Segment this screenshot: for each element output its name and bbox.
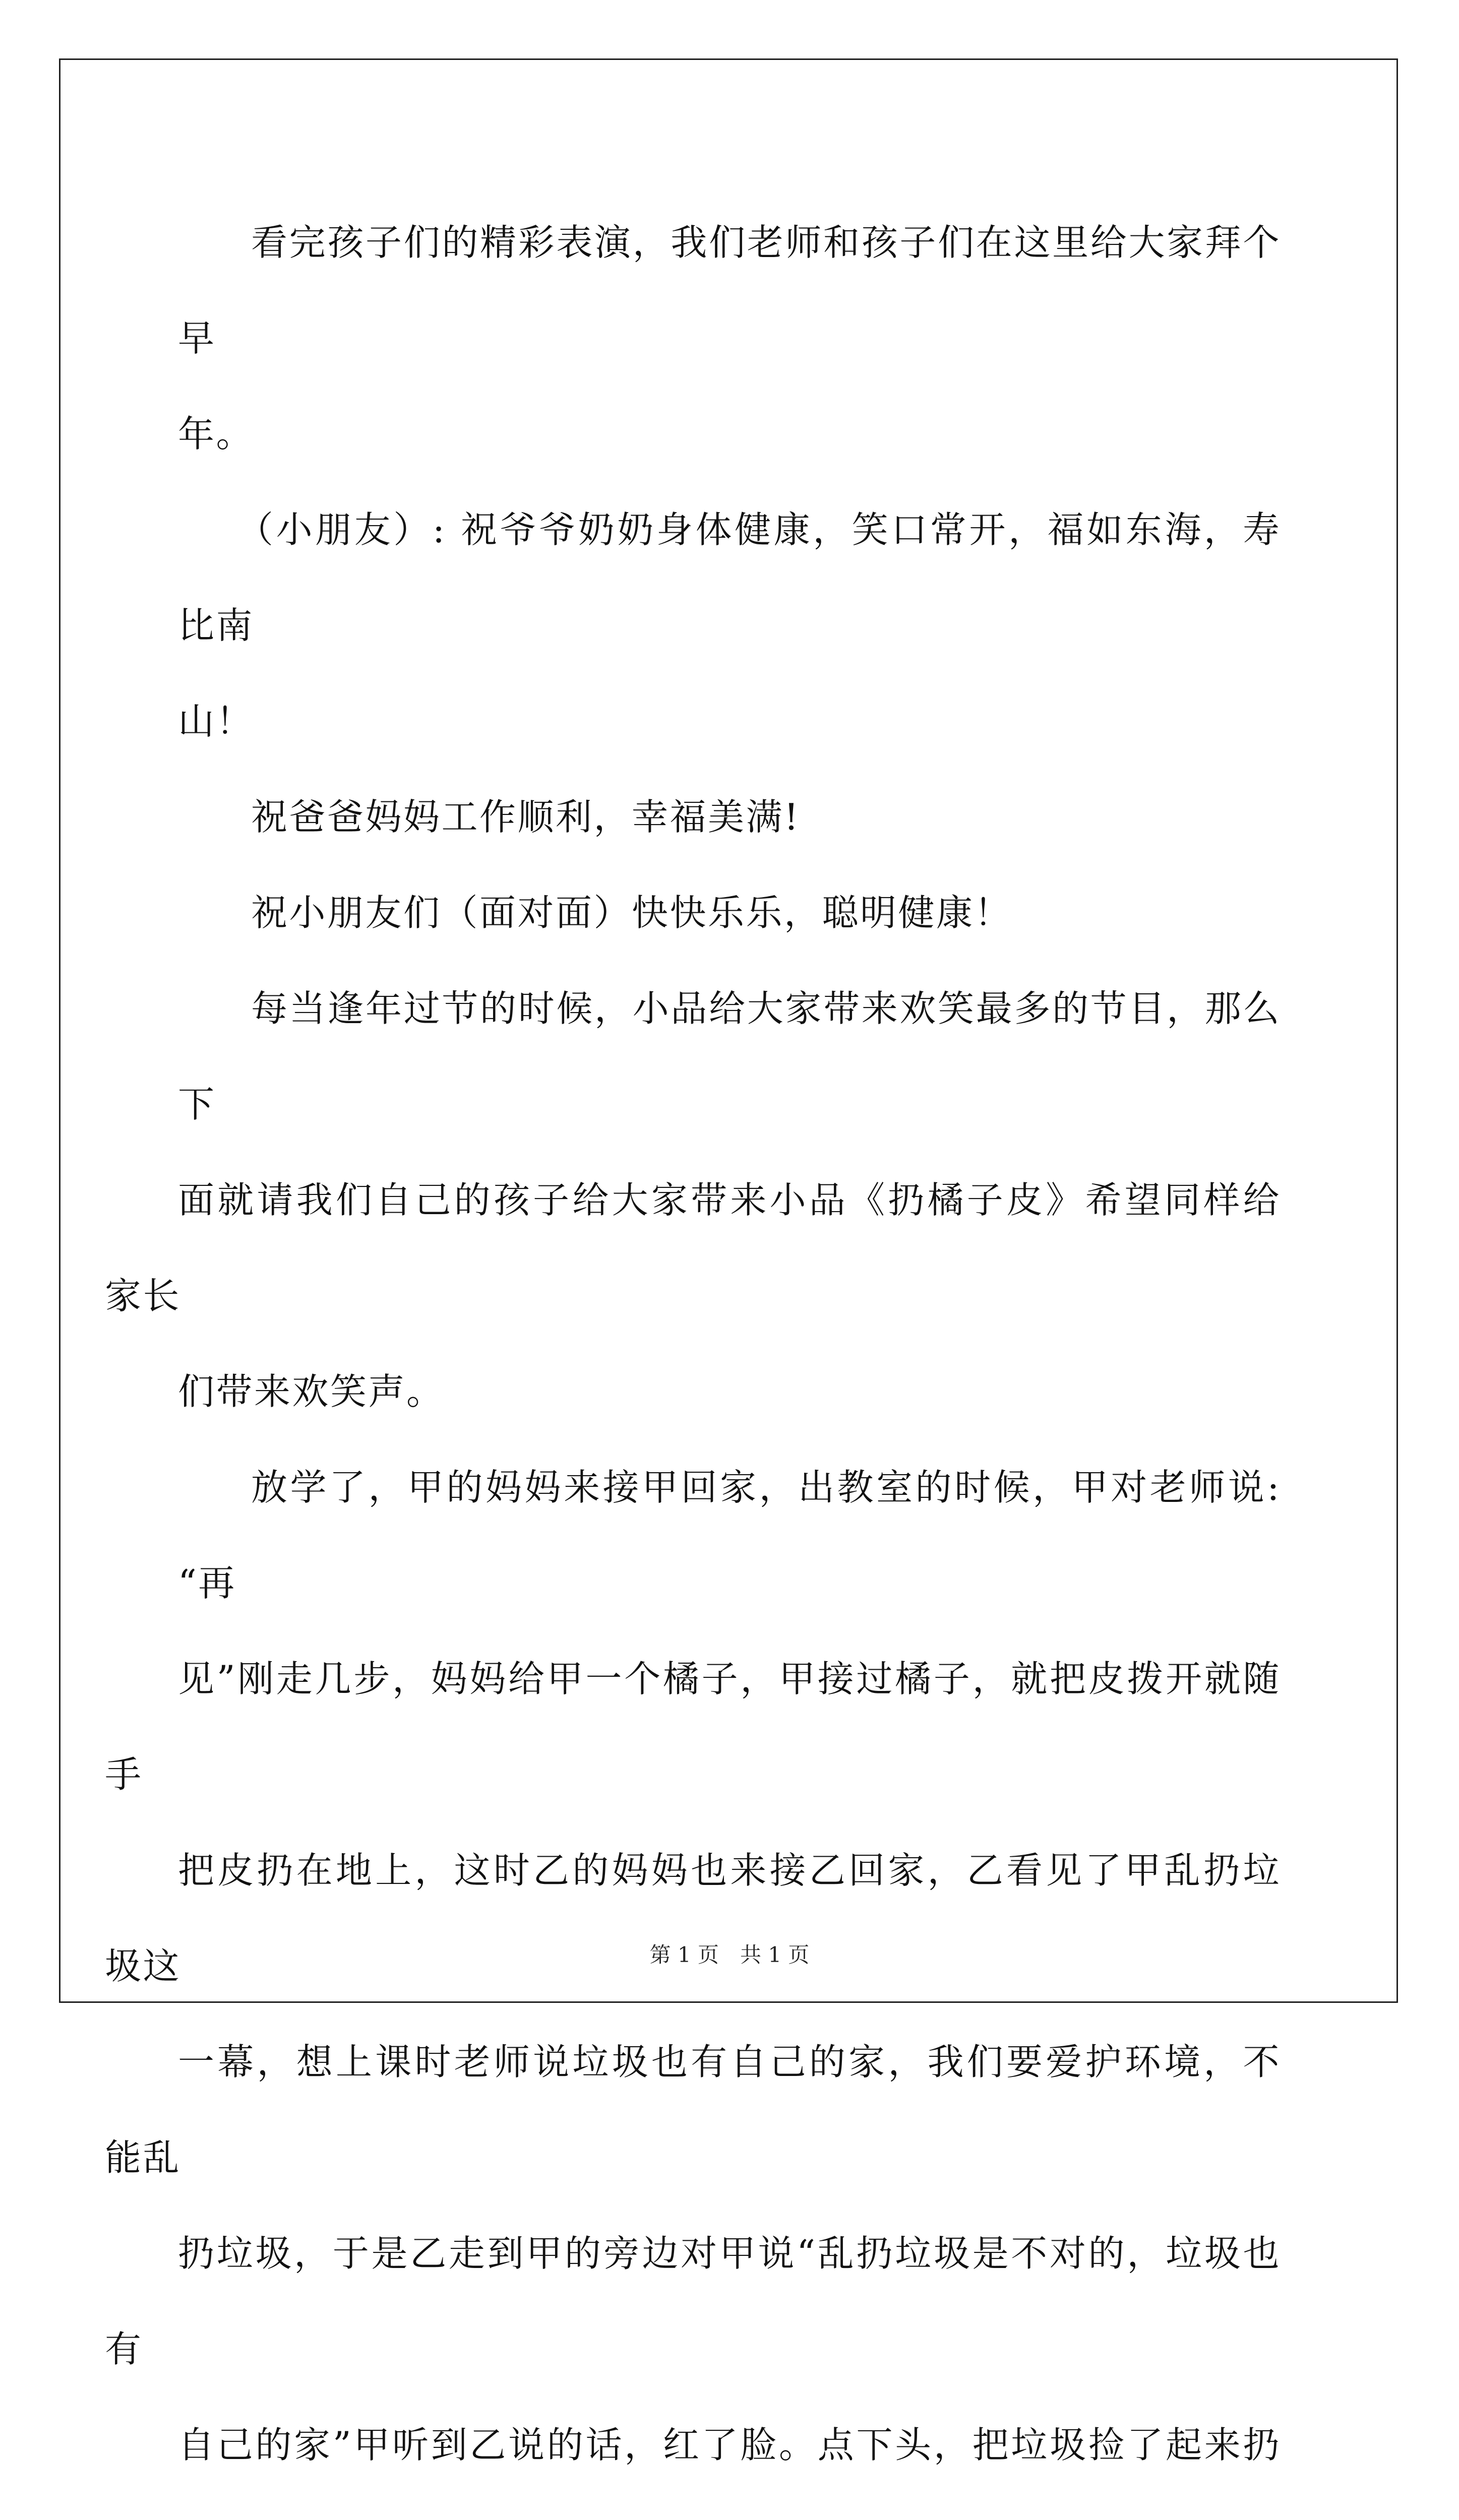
text-line: 扔垃圾，于是乙走到甲的旁边对甲说“乱扔垃圾是不对的，垃圾也有 — [105, 2232, 1281, 2370]
paragraph-skit-story — [105, 1439, 1295, 2520]
paragraph-wish-children — [178, 865, 1281, 961]
text-line: 自己的家”甲听到乙说的话，红了脸。点下头，把垃圾捡了起来扔 — [178, 2424, 1281, 2466]
text-line: 放学了，甲的妈妈来接甲回家，出教室的时候，甲对老师说: “再 — [178, 1466, 1295, 1604]
text-line: 每当逢年过节的时候，小品给大家带来欢笑最多的节目，那么下 — [178, 987, 1281, 1125]
text-line: 祝小朋友们（面对面）快快乐乐，聪明健康！ — [251, 892, 1013, 934]
text-line: 一幕，想上课时老师说垃圾也有自己的家，我们要爱护环境，不能乱 — [105, 2041, 1281, 2179]
document-body — [105, 195, 1295, 2520]
paragraph-wish-grandparents — [178, 482, 1281, 769]
text-line: 们带来欢笑声。 — [178, 1370, 445, 1413]
text-line: 祝爸爸妈妈工作顺利，幸福美满! — [251, 796, 801, 838]
text-line: 面就请我们自己的孩子给大家带来小品《扔橘子皮》希望同样给家长 — [105, 1179, 1281, 1317]
paragraph-wish-parents — [178, 769, 1281, 865]
paragraph-skit-intro — [105, 961, 1281, 1439]
text-line: 山！ — [178, 700, 255, 742]
paragraph-new-year-greeting — [178, 195, 1281, 482]
text-line: 见”刚走几步，妈妈给甲一个橘子，甲接过橘子，就把皮拨开就随手 — [105, 1658, 1281, 1796]
text-line: 看完孩子们的精彩表演，我们老师和孩子们在这里给大家拜个早 — [178, 221, 1281, 359]
text-line: 年。 — [178, 413, 255, 455]
page-number-footer: 第 1 页 共 1 页 — [649, 1942, 810, 1967]
text-line: （小朋友）: 祝爷爷奶奶身体健康，笑口常开，福如东海，寿比南 — [178, 509, 1281, 647]
text-line: 把皮扔在地上，这时乙的妈妈也来接乙回家，乙看见了甲乱扔垃圾这 — [105, 1849, 1281, 1987]
